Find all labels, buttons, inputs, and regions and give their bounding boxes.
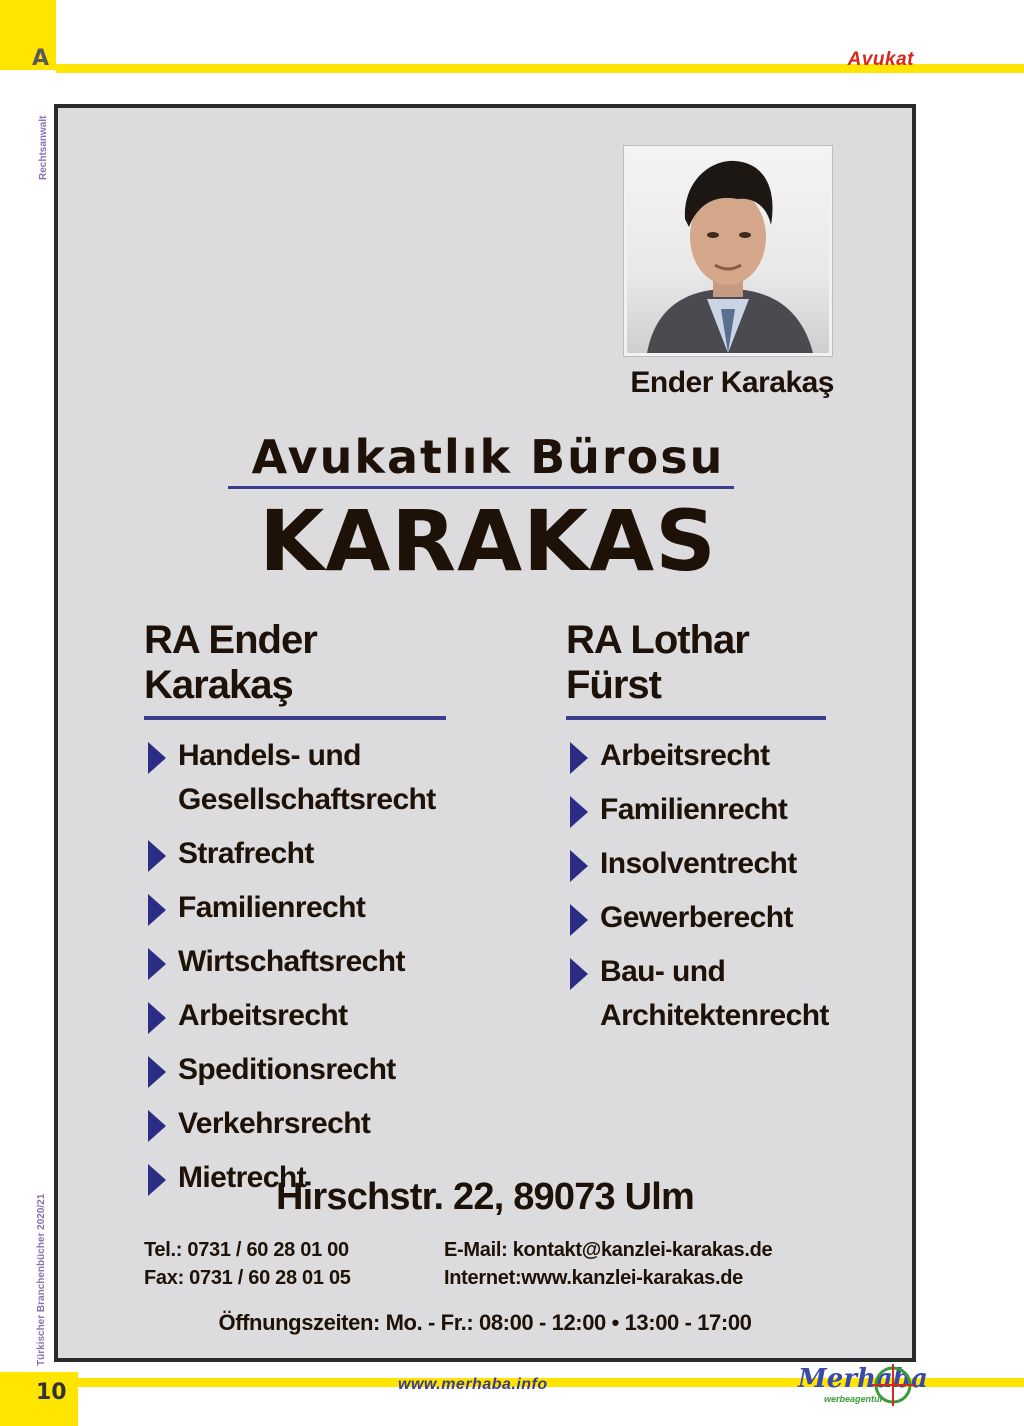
firm-type: Avukatlık Bürosu	[251, 430, 725, 484]
left-lawyer-name: RA Ender Karakaş	[144, 618, 446, 720]
phone-number: Tel.: 0731 / 60 28 01 00	[144, 1239, 349, 1261]
firm-name: KARAKAS	[259, 492, 717, 590]
list-item: Verkehrsrecht	[144, 1102, 474, 1146]
list-item: Wirtschaftsrecht	[144, 940, 474, 984]
office-address: Hirschstr. 22, 89073 Ulm	[275, 1176, 695, 1218]
portrait-photo	[624, 146, 832, 356]
bullet-triangle-icon	[570, 958, 588, 990]
side-label-top: Rechtsanwalt	[38, 115, 49, 180]
footer-url[interactable]: www.merhaba.info	[398, 1376, 548, 1393]
email-address: E-Mail: kontakt@kanzlei-karakas.de	[444, 1239, 773, 1261]
list-item: Gewerberecht	[566, 896, 856, 940]
photo-caption: Ender Karakaş	[630, 366, 834, 399]
phone-contact	[144, 1236, 351, 1292]
bullet-triangle-icon	[148, 1056, 166, 1088]
list-item: Bau- und Architektenrecht	[566, 950, 856, 1038]
bullet-triangle-icon	[570, 850, 588, 882]
bullet-triangle-icon	[148, 1002, 166, 1034]
side-label-bottom: Türkischer Branchenbücher 2020/21	[36, 1193, 47, 1366]
bullet-triangle-icon	[148, 948, 166, 980]
list-item: Arbeitsrecht	[144, 994, 474, 1038]
right-lawyer-column	[566, 618, 856, 1048]
list-item: Mietrecht	[144, 1156, 474, 1200]
bullet-triangle-icon	[148, 840, 166, 872]
advertisement	[54, 104, 916, 1362]
list-item: Familienrecht	[566, 788, 856, 832]
list-item: Familienrecht	[144, 886, 474, 930]
list-item: Handels- und Gesellschaftsrecht	[144, 734, 474, 822]
list-item: Arbeitsrecht	[566, 734, 856, 778]
bullet-triangle-icon	[148, 1110, 166, 1142]
right-practice-areas	[566, 734, 856, 1038]
merhaba-logo	[790, 1362, 928, 1410]
website-url: Internet:www.kanzlei-karakas.de	[444, 1267, 743, 1289]
logo-subtitle: werbeagentur	[824, 1394, 884, 1404]
logo-text: Merhaba	[798, 1364, 928, 1394]
section-letter: A	[32, 46, 50, 71]
list-item: Speditionsrecht	[144, 1048, 474, 1092]
bullet-triangle-icon	[148, 742, 166, 774]
fax-number: Fax: 0731 / 60 28 01 05	[144, 1267, 351, 1289]
section-title: Avukat	[847, 49, 914, 70]
list-item: Strafrecht	[144, 832, 474, 876]
page-number: 10	[36, 1380, 67, 1405]
right-lawyer-name: RA Lothar Fürst	[566, 618, 826, 720]
list-item: Insolventrecht	[566, 842, 856, 886]
bullet-triangle-icon	[570, 904, 588, 936]
bullet-triangle-icon	[570, 742, 588, 774]
left-practice-areas	[144, 734, 474, 1200]
firm-rule	[228, 486, 734, 489]
person-portrait-icon	[627, 149, 829, 353]
online-contact	[444, 1236, 772, 1292]
opening-hours: Öffnungszeiten: Mo. - Fr.: 08:00 - 12:00 • 13:00 - 17:00	[218, 1310, 752, 1335]
left-lawyer-column	[144, 618, 474, 1210]
bullet-triangle-icon	[148, 894, 166, 926]
bullet-triangle-icon	[570, 796, 588, 828]
target-ring-icon	[870, 1362, 916, 1408]
